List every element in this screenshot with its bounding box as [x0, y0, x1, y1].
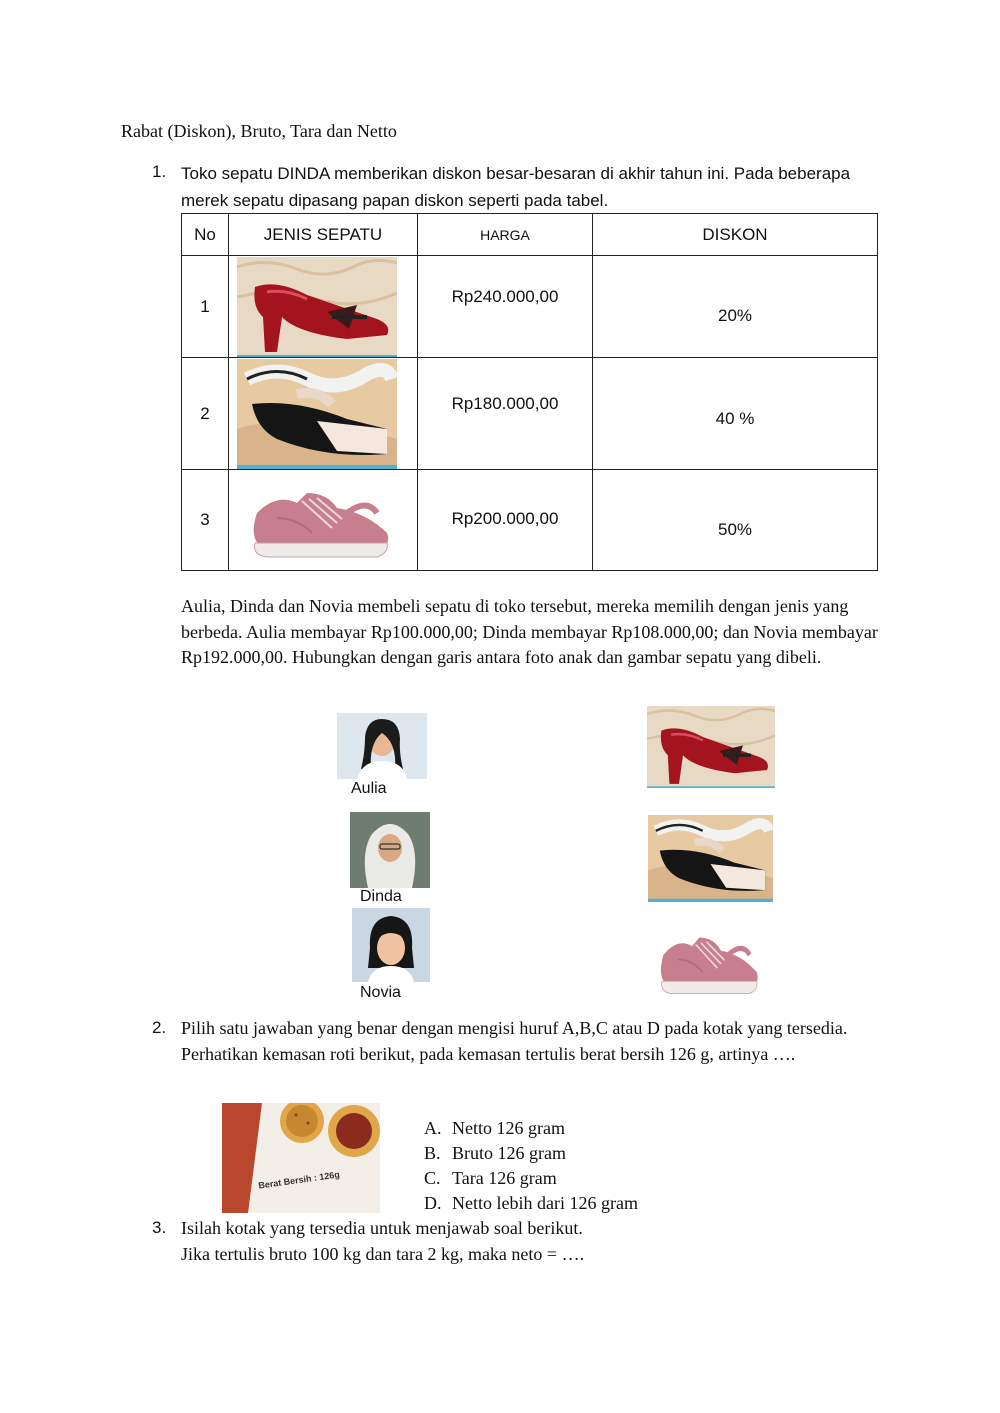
- harga-value: Rp240.000,00: [451, 286, 559, 306]
- option-text: Netto lebih dari 126 gram: [452, 1193, 638, 1213]
- row-harga: [418, 358, 593, 470]
- row-diskon: [593, 470, 878, 571]
- aulia-photo[interactable]: [337, 713, 427, 779]
- question-3-number: 3.: [152, 1218, 167, 1237]
- novia-label: Novia: [360, 984, 401, 1001]
- wedge-sandal-match-image[interactable]: [648, 815, 773, 902]
- question-2-number: 2.: [152, 1018, 167, 1037]
- option-b[interactable]: [424, 1141, 638, 1166]
- pink-sneaker-match-image[interactable]: [649, 920, 764, 1003]
- table-row: [182, 256, 878, 358]
- cookie-package-graphic: [222, 1103, 380, 1213]
- row-diskon: [593, 256, 878, 358]
- novia-photo[interactable]: [352, 908, 430, 982]
- option-text: Bruto 126 gram: [452, 1143, 566, 1163]
- wedge-sandal-image: [237, 359, 397, 469]
- shoe-image-cell: [229, 256, 418, 358]
- question-2-prompt: Perhatikan kemasan roti berikut, pada kemasan tertulis berat bersih 126 g, artinya ….: [181, 1043, 796, 1064]
- package-net-weight-text: Berat Bersih : 126g: [257, 1169, 341, 1191]
- row-no: 2: [182, 358, 229, 470]
- diskon-value: 20%: [717, 305, 753, 325]
- option-a[interactable]: [424, 1116, 638, 1141]
- pink-sneaker-image: [237, 473, 397, 568]
- answer-options: [424, 1116, 638, 1216]
- row-harga: [418, 470, 593, 571]
- red-heel-shoe-image: [237, 257, 397, 357]
- page-title: Rabat (Diskon), Bruto, Tara dan Netto: [121, 121, 397, 141]
- discount-table: [181, 213, 878, 571]
- cookie-package-image: [222, 1103, 380, 1213]
- table-row: [182, 358, 878, 470]
- question-2-text: [181, 1016, 881, 1067]
- option-text: Tara 126 gram: [452, 1168, 557, 1188]
- aulia-label: Aulia: [351, 780, 387, 797]
- table-header-row: [182, 214, 878, 256]
- header-diskon: DISKON: [593, 214, 878, 256]
- option-text: Netto 126 gram: [452, 1118, 565, 1138]
- option-letter: A.: [424, 1118, 442, 1138]
- harga-value: Rp180.000,00: [451, 393, 559, 413]
- red-heel-shoe-match-image[interactable]: [647, 706, 775, 788]
- dinda-photo[interactable]: [350, 812, 430, 888]
- shoe-image-cell: [229, 358, 418, 470]
- row-no: 1: [182, 256, 229, 358]
- option-d[interactable]: [424, 1191, 638, 1216]
- question-2-instruction: Pilih satu jawaban yang benar dengan mengisi huruf A,B,C atau D pada kotak yang tersedia.: [181, 1018, 848, 1038]
- option-c[interactable]: [424, 1166, 638, 1191]
- table-row: [182, 470, 878, 571]
- header-jenis-sepatu: JENIS SEPATU: [229, 214, 418, 256]
- dinda-label: Dinda: [360, 888, 402, 905]
- option-letter: B.: [424, 1143, 441, 1163]
- option-letter: C.: [424, 1168, 441, 1188]
- header-no: No: [182, 214, 229, 256]
- question-3-prompt: Jika tertulis bruto 100 kg dan tara 2 kg, maka neto = ….: [181, 1243, 585, 1264]
- diskon-value: 40 %: [715, 408, 755, 428]
- question-3-instruction: Isilah kotak yang tersedia untuk menjawab soal berikut.: [181, 1218, 583, 1238]
- row-harga: [418, 256, 593, 358]
- diskon-value: 50%: [717, 520, 753, 539]
- shoe-image-cell: [229, 470, 418, 571]
- question-1-text: Toko sepatu DINDA memberikan diskon besar-besaran di akhir tahun ini. Pada beberapa merek sepatu dipasang papan diskon seperti pada tabel.: [181, 164, 851, 210]
- question-1-number: 1.: [152, 162, 167, 181]
- option-letter: D.: [424, 1193, 442, 1213]
- question-3-text: [181, 1216, 881, 1267]
- harga-value: Rp200.000,00: [451, 509, 559, 528]
- row-no: 3: [182, 470, 229, 571]
- row-diskon: [593, 358, 878, 470]
- header-harga: HARGA: [418, 214, 593, 256]
- question-1-paragraph: Aulia, Dinda dan Novia membeli sepatu di toko tersebut, mereka memilih dengan jenis yang berbeda. Aulia membayar Rp100.000,00; Dinda membayar Rp108.000,00; dan Novia membayar Rp192.000,00. Hubungkan dengan garis antara foto anak dan gambar sepatu yang dibeli.: [181, 596, 878, 667]
